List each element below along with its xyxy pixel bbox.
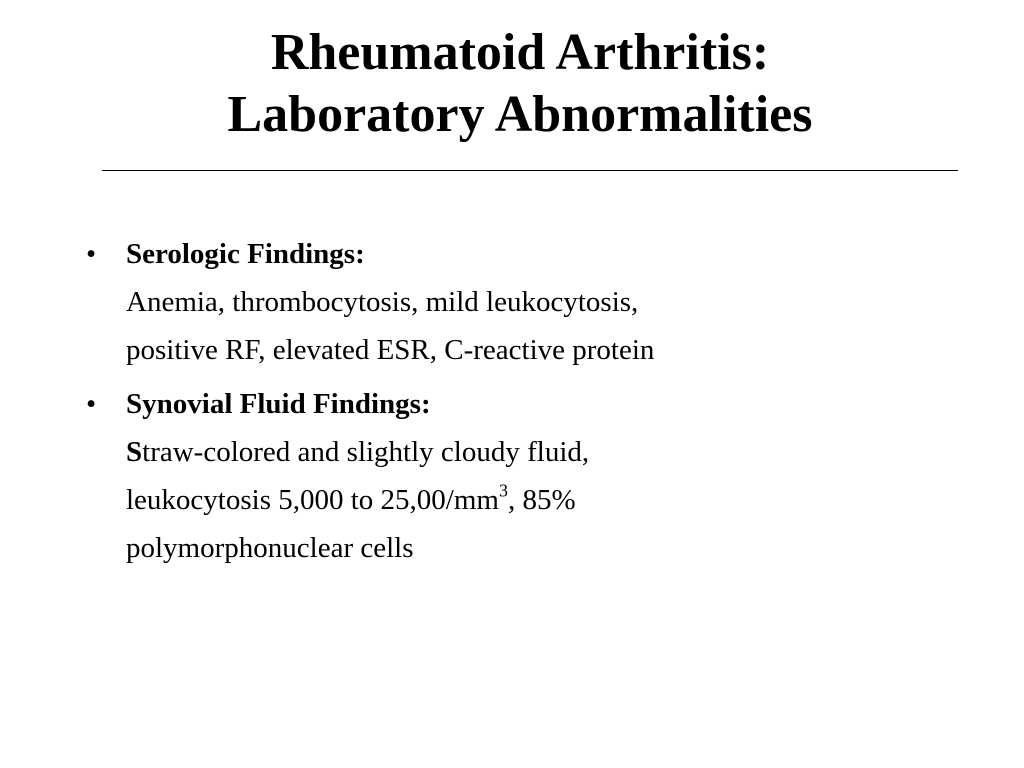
- superscript: 3: [498, 480, 508, 501]
- bullet-text-line: positive RF, elevated ESR, C-reactive protein: [126, 334, 655, 366]
- bullet-text-line: Anemia, thrombocytosis, mild leukocytosis,: [126, 286, 639, 318]
- bullet-list: [86, 230, 966, 578]
- bullet-heading: Serologic Findings:: [126, 238, 365, 270]
- title-divider: [102, 170, 958, 171]
- slide-title: [0, 22, 1024, 146]
- bullet-synovial-fluid-findings: [86, 380, 966, 572]
- line-text: leukocytosis 5,000 to 25,00/mm: [126, 484, 499, 516]
- bold-initial: S: [126, 436, 143, 468]
- title-line-1: Rheumatoid Arthritis:: [270, 24, 770, 81]
- bullet-text-line: [126, 476, 966, 524]
- bullet-serologic-findings: [86, 230, 966, 374]
- line-text: traw-colored and slightly cloudy fluid,: [142, 436, 590, 468]
- title-line-2: Laboratory Abnormalities: [227, 86, 813, 143]
- bullet-marker: •: [86, 238, 97, 270]
- bullet-text-line: polymorphonuclear cells: [126, 532, 414, 564]
- bullet-heading: Synovial Fluid Findings:: [126, 388, 431, 420]
- bullet-marker: •: [86, 388, 97, 420]
- bullet-text-line: [126, 428, 966, 476]
- line-text: , 85%: [507, 484, 576, 516]
